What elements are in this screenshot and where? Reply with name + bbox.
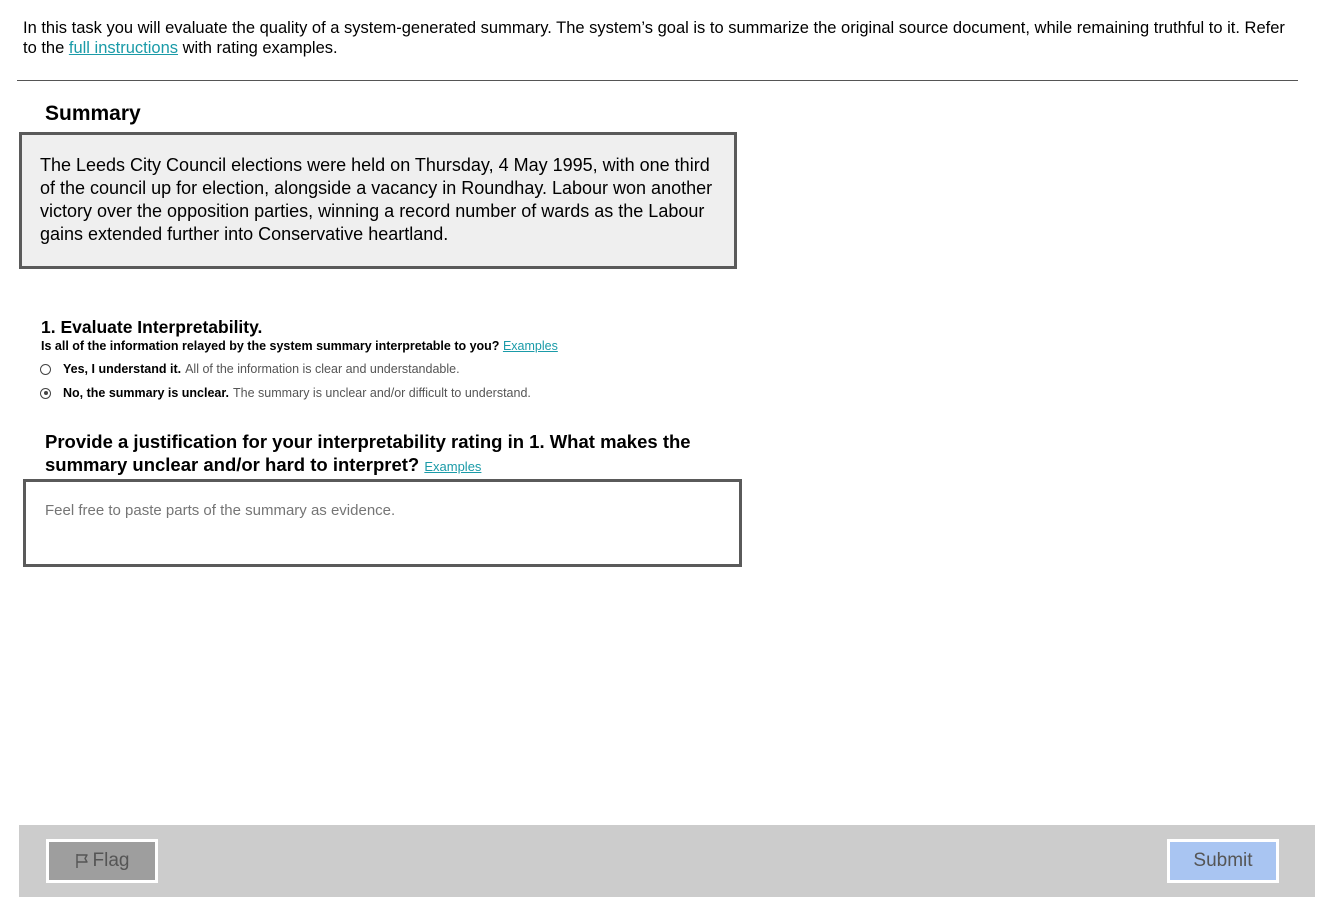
summary-box: The Leeds City Council elections were held on Thursday, 4 May 1995, with one third of the council up for election, alongside a vacancy in Roundhay. Labour won another victory over the opposition parties, winning a record number of wards as the Labour gains extended further into Conservative heartland. [19,132,737,269]
justification-examples-link[interactable]: Examples [424,458,482,474]
option-no[interactable] [40,386,531,400]
question-1-examples-link[interactable]: Examples [502,339,558,353]
justification-input[interactable] [23,479,742,567]
option-no-label: No, the summary is unclear. [63,386,230,400]
summary-heading: Summary [45,102,141,125]
intro-text-after: with rating examples. [178,39,338,57]
flag-button-label: Flag [92,850,130,871]
justification-title-text: Provide a justification for your interpretability rating in 1. What makes the summary unclear and/or hard to interpret? [45,431,691,475]
intro-text-before: In this task you will evaluate the quality of a system-generated summary. The system’s goal is to summarize the original source document, while remaining truthful to it. Refer to the [23,19,1285,57]
option-yes-label: Yes, I understand it. [63,362,182,376]
question-1-title: 1. Evaluate Interpretability. [41,317,263,337]
flag-icon [75,853,89,869]
flag-button[interactable] [46,839,158,883]
option-no-description: The summary is unclear and/or difficult to understand. [233,386,531,400]
question-1-subtitle-text: Is all of the information relayed by the system summary interpretable to you? [41,339,500,353]
full-instructions-link[interactable]: full instructions [68,39,179,57]
intro-text [23,18,1293,58]
option-yes-radio[interactable] [40,364,51,375]
option-yes[interactable] [40,362,460,376]
header-divider [17,80,1298,81]
footer-bar [19,825,1315,897]
submit-button[interactable]: Submit [1167,839,1279,883]
option-no-radio[interactable] [40,388,51,399]
question-1-subtitle [41,339,558,353]
justification-title [45,431,745,478]
option-yes-description: All of the information is clear and understandable. [185,362,460,376]
